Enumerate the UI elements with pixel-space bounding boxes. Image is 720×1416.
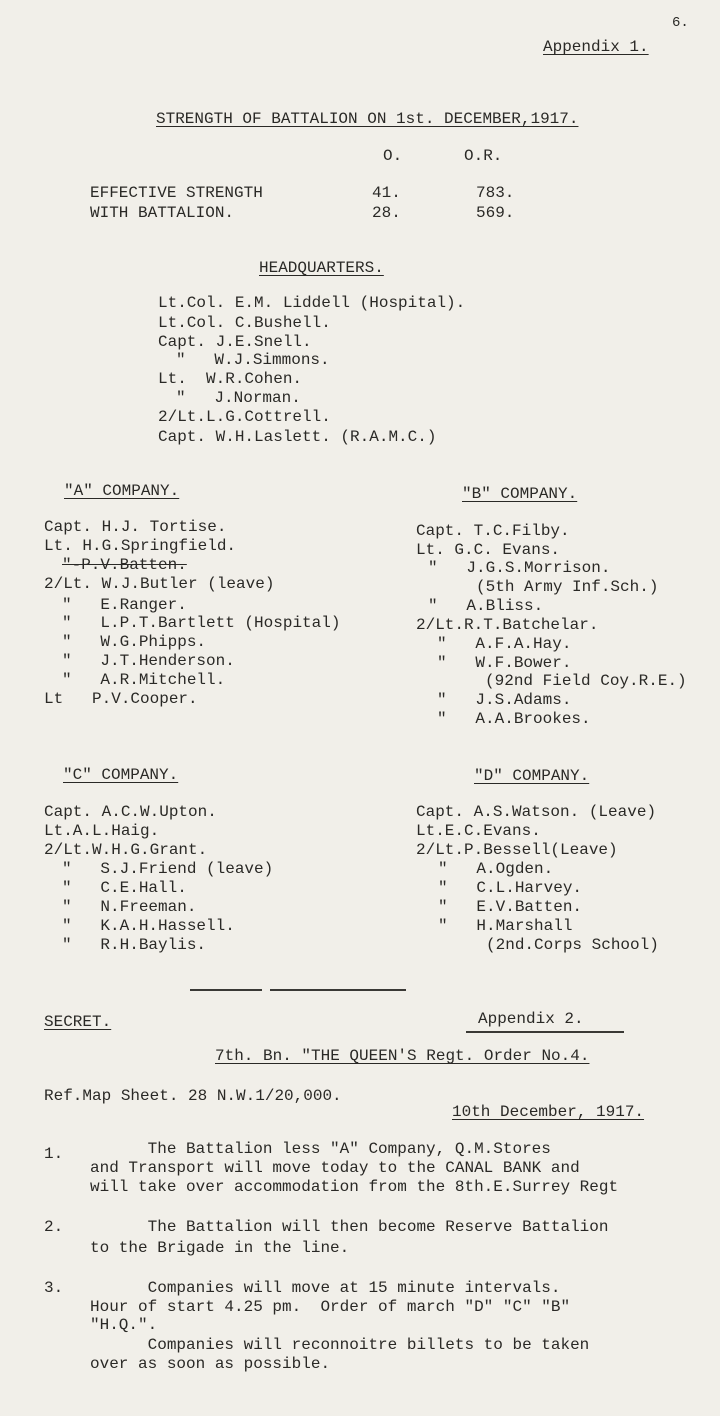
company-b-line: " A.F.A.Hay. — [437, 635, 572, 653]
company-c-line: " K.A.H.Hassell. — [62, 917, 235, 935]
strength-row-o: 41. — [372, 184, 401, 202]
company-a-line: " L.P.T.Bartlett (Hospital) — [62, 614, 341, 632]
company-c-line: " C.E.Hall. — [62, 879, 187, 897]
company-a-line: "-P.V.Batten. — [62, 556, 187, 574]
paragraph-line: "H.Q.". — [90, 1316, 158, 1334]
company-a-line: Lt. H.G.Springfield. — [44, 537, 237, 555]
company-c-line: " N.Freeman. — [62, 898, 197, 916]
paragraph-line: The Battalion will then become Reserve Battalion — [90, 1218, 609, 1236]
company-d-line: (2nd.Corps School) — [438, 936, 659, 954]
ref-map: Ref.Map Sheet. 28 N.W.1/20,000. — [44, 1087, 342, 1105]
hq-line: Capt. W.H.Laslett. (R.A.M.C.) — [158, 428, 437, 446]
hq-line: Lt.Col. E.M. Liddell (Hospital). — [158, 294, 466, 312]
company-a-line: " J.T.Henderson. — [62, 652, 235, 670]
appendix2-underline — [466, 1031, 624, 1033]
paragraph-line: to the Brigade in the line. — [90, 1239, 350, 1257]
company-a-line: " A.R.Mitchell. — [62, 671, 226, 689]
paragraph-number: 3. — [44, 1279, 64, 1297]
section-divider — [190, 989, 262, 991]
strength-row-label: WITH BATTALION. — [90, 204, 235, 222]
hq-line: Lt.Col. C.Bushell. — [158, 314, 331, 332]
company-d-line: " C.L.Harvey. — [438, 879, 583, 897]
paragraph-number: 2. — [44, 1218, 64, 1236]
company-b-line: " A.A.Brookes. — [437, 710, 591, 728]
company-d-line: " A.Ogden. — [438, 860, 554, 878]
paragraph-line: over as soon as possible. — [90, 1355, 331, 1373]
company-d-line: Capt. A.S.Watson. (Leave) — [416, 803, 657, 821]
appendix2-label: Appendix 2. — [478, 1010, 584, 1028]
company-b-line: " J.S.Adams. — [437, 691, 572, 709]
company-b-title: "B" COMPANY. — [462, 485, 578, 503]
company-a-line: 2/Lt. W.J.Butler (leave) — [44, 575, 275, 593]
company-a-title: "A" COMPANY. — [64, 482, 180, 500]
company-a-line: Capt. H.J. Tortise. — [44, 518, 227, 536]
company-d-line: " H.Marshall — [438, 917, 573, 935]
strength-row-or: 569. — [476, 204, 515, 222]
company-b-line: (5th Army Inf.Sch.) — [428, 578, 659, 596]
company-b-line: " W.F.Bower. — [437, 654, 572, 672]
strength-title: STRENGTH OF BATTALION ON 1st. DECEMBER,1917. — [156, 110, 579, 128]
paragraph-line: will take over accommodation from the 8th.E.Surrey Regt — [90, 1178, 619, 1196]
hq-line: " J.Norman. — [176, 389, 301, 407]
company-a-line: Lt P.V.Cooper. — [44, 690, 198, 708]
company-a-line: " W.G.Phipps. — [62, 633, 207, 651]
hq-line: " W.J.Simmons. — [176, 351, 330, 369]
company-c-line: " S.J.Friend (leave) — [62, 860, 274, 878]
col-or-header: O.R. — [464, 147, 503, 165]
paragraph-line: and Transport will move today to the CANAL BANK and — [90, 1159, 580, 1177]
company-a-line: " E.Ranger. — [62, 596, 187, 614]
appendix1-label: Appendix 1. — [543, 38, 649, 56]
company-b-line: " J.G.S.Morrison. — [428, 559, 611, 577]
strength-row-or: 783. — [476, 184, 515, 202]
hq-title: HEADQUARTERS. — [259, 259, 384, 277]
order-date: 10th December, 1917. — [452, 1103, 645, 1121]
paragraph-line: Companies will reconnoitre billets to be taken — [90, 1336, 590, 1354]
hq-line: Lt. W.R.Cohen. — [158, 370, 303, 388]
paragraph-line: Hour of start 4.25 pm. Order of march "D" "C" "B" — [90, 1298, 571, 1316]
section-divider — [270, 989, 406, 991]
company-c-title: "C" COMPANY. — [63, 766, 179, 784]
company-b-line: Lt. G.C. Evans. — [416, 541, 561, 559]
paragraph-line: The Battalion less "A" Company, Q.M.Stores — [90, 1140, 551, 1158]
company-d-line: 2/Lt.P.Bessell(Leave) — [416, 841, 618, 859]
paragraph-line: Companies will move at 15 minute intervals. — [90, 1279, 561, 1297]
hq-line: 2/Lt.L.G.Cottrell. — [158, 408, 331, 426]
strength-row-o: 28. — [372, 204, 401, 222]
company-b-line: " A.Bliss. — [428, 597, 544, 615]
company-b-line: (92nd Field Coy.R.E.) — [437, 672, 687, 690]
company-b-line: Capt. T.C.Filby. — [416, 522, 570, 540]
paragraph-number: 1. — [44, 1145, 64, 1163]
company-d-title: "D" COMPANY. — [474, 767, 590, 785]
company-c-line: 2/Lt.W.H.G.Grant. — [44, 841, 208, 859]
strength-row-label: EFFECTIVE STRENGTH — [90, 184, 263, 202]
company-b-line: 2/Lt.R.T.Batchelar. — [416, 616, 599, 634]
company-d-line: Lt.E.C.Evans. — [416, 822, 541, 840]
company-c-line: " R.H.Baylis. — [62, 936, 207, 954]
page-number: 6. — [672, 15, 689, 31]
company-c-line: Lt.A.L.Haig. — [44, 822, 160, 840]
col-o-header: O. — [383, 147, 403, 165]
company-c-line: Capt. A.C.W.Upton. — [44, 803, 217, 821]
hq-line: Capt. J.E.Snell. — [158, 333, 312, 351]
company-d-line: " E.V.Batten. — [438, 898, 583, 916]
secret-label: SECRET. — [44, 1013, 112, 1031]
order-title: 7th. Bn. "THE QUEEN'S Regt. Order No.4. — [215, 1047, 590, 1065]
